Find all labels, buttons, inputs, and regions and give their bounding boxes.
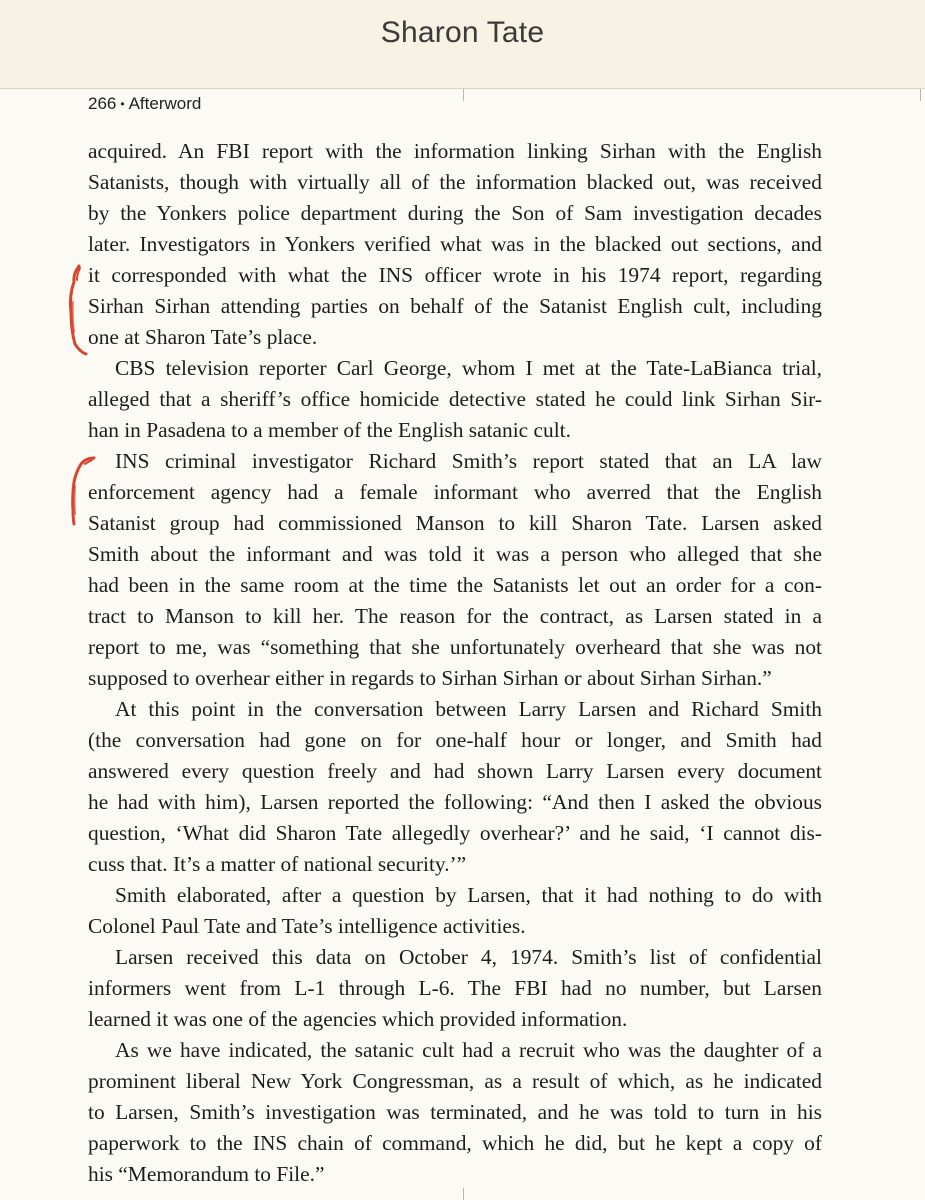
text-line: paperwork to the INS chain of command, which he did, but he kept a copy of xyxy=(88,1131,822,1155)
text-line: learned it was one of the agencies which provided information. xyxy=(88,1007,628,1031)
text-line: INS criminal investigator Richard Smith’s report stated that an LA law xyxy=(115,449,822,473)
text-line: question, ‘What did Sharon Tate allegedly overhear?’ and he said, ‘I cannot dis- xyxy=(88,821,822,845)
text-line: he had with him), Larsen reported the following: “And then I asked the obvious xyxy=(88,790,822,814)
text-line: informers went from L-1 through L-6. The FBI had no number, but Larsen xyxy=(88,976,822,1000)
page-edge-mark-left xyxy=(463,89,464,101)
text-line: supposed to overhear either in regards to Sirhan Sirhan or about Sirhan Sirhan.” xyxy=(88,666,772,690)
bracket-stroke xyxy=(75,486,76,514)
text-line: Satanist group had commissioned Manson to kill Sharon Tate. Larsen asked xyxy=(88,511,822,535)
text-line: Sirhan Sirhan attending parties on behalf of the Satanist English cult, including xyxy=(88,294,822,318)
text-line: report to me, was “something that she unfortunately overheard that she was not xyxy=(88,635,822,659)
bracket-stroke xyxy=(73,302,74,332)
running-head xyxy=(88,94,201,114)
page-edge-mark-right xyxy=(920,89,921,101)
text-line: Colonel Paul Tate and Tate’s intelligence activities. xyxy=(88,914,526,938)
text-line: han in Pasadena to a member of the English satanic cult. xyxy=(88,418,571,442)
book-title: Sharon Tate xyxy=(380,16,545,49)
text-line: answered every question freely and had shown Larry Larsen every document xyxy=(88,759,822,783)
text-line: later. Investigators in Yonkers verified what was in the blacked out sections, and xyxy=(88,232,822,256)
text-line: to Larsen, Smith’s investigation was terminated, and he was told to turn in his xyxy=(88,1100,822,1124)
margin-annotation-bracket-1 xyxy=(62,262,102,362)
section-name: Afterword xyxy=(128,94,202,113)
text-line: Smith elaborated, after a question by Larsen, that it had nothing to do with xyxy=(115,883,822,907)
text-line: Smith about the informant and was told it was a person who alleged that she xyxy=(88,542,822,566)
text-line: it corresponded with what the INS officer wrote in his 1974 report, regarding xyxy=(88,263,822,287)
text-line: (the conversation had gone on for one-half hour or longer, and Smith had xyxy=(88,728,822,752)
text-line: his “Memorandum to File.” xyxy=(88,1162,325,1186)
text-line: enforcement agency had a female informant who averred that the English xyxy=(88,480,822,504)
text-line: cuss that. It’s a matter of national security.’” xyxy=(88,852,467,876)
margin-annotation-bracket-2 xyxy=(62,452,102,532)
text-line: As we have indicated, the satanic cult had a recruit who was the daughter of a xyxy=(115,1038,822,1062)
text-line: tract to Manson to kill her. The reason for the contract, as Larsen stated in a xyxy=(88,604,822,628)
text-line: At this point in the conversation between Larry Larsen and Richard Smith xyxy=(115,697,822,721)
body-text xyxy=(88,136,822,1190)
text-line: acquired. An FBI report with the information linking Sirhan with the English xyxy=(88,139,822,163)
text-line: Larsen received this data on October 4, 1974. Smith’s list of confidential xyxy=(115,945,822,969)
text-line: alleged that a sheriff’s office homicide detective stated he could link Sirhan Sir- xyxy=(88,387,822,411)
text-line: had been in the same room at the time the Satanists let out an order for a con- xyxy=(88,573,822,597)
running-head-separator: • xyxy=(120,97,125,111)
text-line: CBS television reporter Carl George, whom I met at the Tate-LaBianca trial, xyxy=(115,356,822,380)
text-line: one at Sharon Tate’s place. xyxy=(88,325,318,349)
page-number: 266 xyxy=(88,94,117,113)
text-line: prominent liberal New York Congressman, as a result of which, as he indicated xyxy=(88,1069,822,1093)
text-line: Satanists, though with virtually all of the information blacked out, was received xyxy=(88,170,822,194)
title-bar xyxy=(0,0,925,89)
text-line: by the Yonkers police department during the Son of Sam investigation decades xyxy=(88,201,822,225)
